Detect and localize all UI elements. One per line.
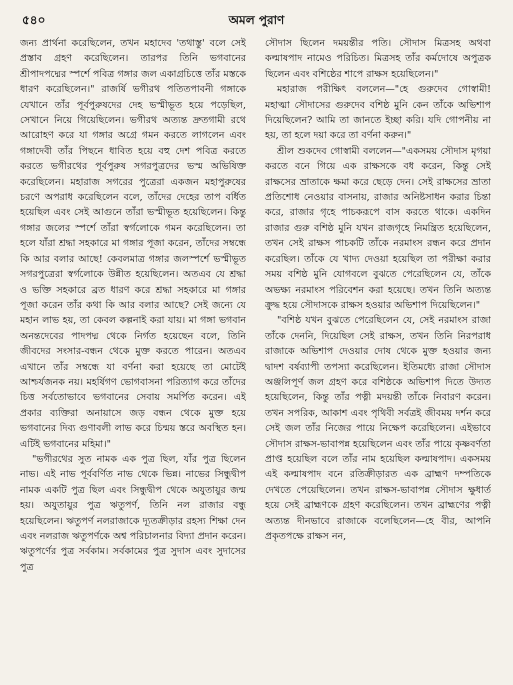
page-number: ৫৪০: [22, 13, 46, 27]
right-column: [265, 36, 491, 676]
left-paragraph-1: জন্য প্রার্থনা করেছিলেন, তখন মহাদেব 'তথাস্তু' বলে সেই প্রস্তাব গ্রহণ করেছিলেন। তারপর তিনি ভগবানের শ্রীপাদপদ্মের স্পর্শে পবিত্র গঙ্গার জল একাগ্রচিত্তে তাঁর মস্তকে ধারণ করেছিলেন।" রাজর্ষি ভগীরথ পতিতপাবনী গঙ্গাকে যেখানে তাঁর পূর্বপুরুষদের দেহ ভস্মীভূত হয়ে পড়েছিল, সেখানে নিয়ে গিয়েছিলেন। ভগীরথ অত্যন্ত দ্রুতগামী রথে আরোহণ করে যা গঙ্গার অগ্রে গমন করতে লাগলেন এবং গঙ্গাদেবী তাঁর পিছনে ধাবিত হয়ে বহু দেশ পবিত্র করতে করতে ভগীরথের পূর্বপুরুষ সগরপুত্রদের ভস্ম অভিষিক্ত করেছিলেন। মহারাজ সগরের পুত্রেরা একজন মহাপুরুষের চরণে অপরাধ করেছিলেন বলে, তাঁদের দেহের তাপ বর্ধিত হয়েছিল এবং সেই আগুনে তাঁরা ভস্মীভূত হয়েছিলেন। কিন্তু গঙ্গার জলের স্পর্শে তাঁরা স্বর্গলোকে গমন করেছিলেন। তা হলে যাঁরা শ্রদ্ধা সহকারে মা গঙ্গার পূজা করেন, তাঁদের সম্বন্ধে কি আর বলার আছে! কেবলমাত্র গঙ্গার জলস্পর্শে ভস্মীভূত সগরপুত্রেরা স্বর্গলোকে উন্নীত হয়েছিলেন। অতএব যে শ্রদ্ধা ও ভক্তি সহকারে ব্রত ধারণ করে শ্রদ্ধা সহকারে মা গঙ্গার পূজা করেন তাঁর কথা কি আর বলার আছে? সেই জন্যে যে মহান লাভ হয়, তা কেবল কল্পনাই করা যায়। মা গঙ্গা ভগবান অনন্তদেবের পাদপদ্ম থেকে নির্গত হয়েছেন বলে, তিনি জীবদের সংসার-বন্ধন থেকে মুক্ত করতে পারেন। অতএব এখানে তাঁর সম্বন্ধে যা বর্ণনা করা হয়েছে তা মোটেই আশ্চর্যজনক নয়। মহর্ষিগণ ভোগবাসনা পরিত্যাগ করে তাঁদের চিত্ত সর্বতোভাবে ভগবানের সেবায় সমর্পিত করেন। এই প্রকার ব্যক্তিরা অনায়াসে জড় বন্ধন থেকে মুক্ত হয়ে ভগবানের দিব্য গুণাবলী লাভ করে চিন্ময় স্তরে অবস্থিত হন। এটিই ভগবানের মহিমা।": [20, 38, 246, 450]
running-title: অমল পুরাণ: [228, 13, 285, 27]
right-paragraph-1: সৌদাস ছিলেন দময়ন্তীর পতি। সৌদাস মিত্রসহ অথবা কল্মাষপাদ নামেও পরিচিত। মিত্রসহ তাঁর কর্মদোষে অপুত্রক ছিলেন এবং বশিষ্ঠের শাপে রাক্ষস হয়েছিলেন।": [265, 38, 491, 80]
right-paragraph-4: "বশিষ্ঠ যখন বুঝতে পেরেছিলেন যে, সেই নরমাংস রাজা তাঁকে দেননি, দিয়েছিল সেই রাক্ষস, তখন তিনি নিরপরাধ রাজাকে অভিশাপ দেওয়ার দোষ থেকে মুক্ত হওয়ার জন্য দ্বাদশ বর্ষব্যাপী তপস্যা করেছিলেন। ইতিমধ্যে রাজা সৌদাস অঞ্জলিপূর্ণ জল গ্রহণ করে বশিষ্ঠকে অভিশাপ দিতে উদ্যত হয়েছিলেন, কিন্তু তাঁর পত্নী মদয়ন্তী তাঁকে নিবারণ করেন। তখন সপরিক, আকাশ এবং পৃথিবী সর্বত্রই জীবময় দর্শন করে সেই জল তাঁর নিজের পায়ে নিক্ষেপ করেছিলেন। এইভাবে সৌদাস রাক্ষস-ভাবাপন্ন হয়েছিলেন এবং তাঁর পায়ে কৃষ্ণবর্ণতা প্রাপ্ত হয়েছিল বলে তাঁর নাম হয়েছিল কল্মাষপাদ। একসময় এই কল্মাষপাদ বনে রতিক্রীড়ারত এক ব্রাহ্মণ দম্পতিকে দেখতে পেয়েছিলেন। তখন রাক্ষস-ভাবাপন্ন সৌদাস ক্ষুধার্ত হয়ে সেই ব্রাহ্মণকে গ্রহণ করেছিলেন। তখন ব্রাহ্মণের পত্নী অত্যন্ত দীনভাবে রাজাকে বলেছিলেন—হে বীর, আপনি প্রকৃতপক্ষে রাক্ষস নন,: [265, 315, 491, 542]
left-paragraph-2: "ভগীরথের সুত নামক এক পুত্র ছিল, যাঁর পুত্র ছিলেন নাভ। এই নাভ পূর্ববর্ণিত নাভ থেকে ভিন্ন। নাভের সিন্ধুদ্বীপ নামক একটি পুত্র ছিল এবং সিন্ধুদ্বীপ থেকে অযুতায়ুর জন্ম হয়। অযুতায়ুর পুত্র ঋতুপর্ণ, তিনি নল রাজার বন্ধু হয়েছিলেন। ঋতুপর্ণ নলরাজাকে দ্যূতক্রীড়ার রহস্য শিক্ষা দেন এবং নলরাজ ঋতুপর্ণকে অশ্ব পরিচালনার বিদ্যা প্রদান করেন। ঋতুপর্ণের পুত্র সর্বকাম। সর্বকামের পুত্র সুদাস এবং সুদাসের পুত্র: [20, 453, 246, 573]
left-column: [20, 36, 246, 676]
right-paragraph-3: শ্রীল শুকদেব গোস্বামী বললেন—"একসময় সৌদাস মৃগয়া করতে বনে গিয়ে এক রাক্ষসকে বধ করেন, কিন্তু সেই রাক্ষসের ভ্রাতাকে ক্ষমা করে ছেড়ে দেন। সেই রাক্ষসের ভ্রাতা প্রতিশোধ নেওয়ার বাসনায়, রাজার অনিষ্টসাধন করার চিন্তা করে, রাজার গৃহে পাচকরূপে বাস করতে থাকে। একদিন রাজার গুরু বশিষ্ঠ মুনি যখন রাজগৃহে নিমন্ত্রিত হয়েছিলেন, তখন সেই রাক্ষস পাচকটি তাঁকে নরমাংস রন্ধন করে প্রদান করেছিল। তাঁকে যে খাদ্য দেওয়া হয়েছিল তা পরীক্ষা করার সময় বশিষ্ঠ মুনি যোগবলে বুঝতে পেরেছিলেন যে, তাঁকে অভক্ষ্য নরমাংস পরিবেশন করা হয়েছে। তখন তিনি অত্যন্ত ক্রুদ্ধ হয়ে সৌদাসকে রাক্ষস হওয়ার অভিশাপ দিয়েছিলেন।": [265, 145, 491, 311]
right-paragraph-2: মহারাজ পরীক্ষিৎ বললেন—"হে গুরুদেব গোস্বামী! মহাত্মা সৌদাসের গুরুদেব বশিষ্ঠ মুনি কেন তাঁকে অভিশাপ দিয়েছিলেন? আমি তা জানতে ইচ্ছা করি। যদি গোপনীয় না হয়, তা হলে দয়া করে তা বর্ণনা করুন।": [265, 84, 491, 142]
